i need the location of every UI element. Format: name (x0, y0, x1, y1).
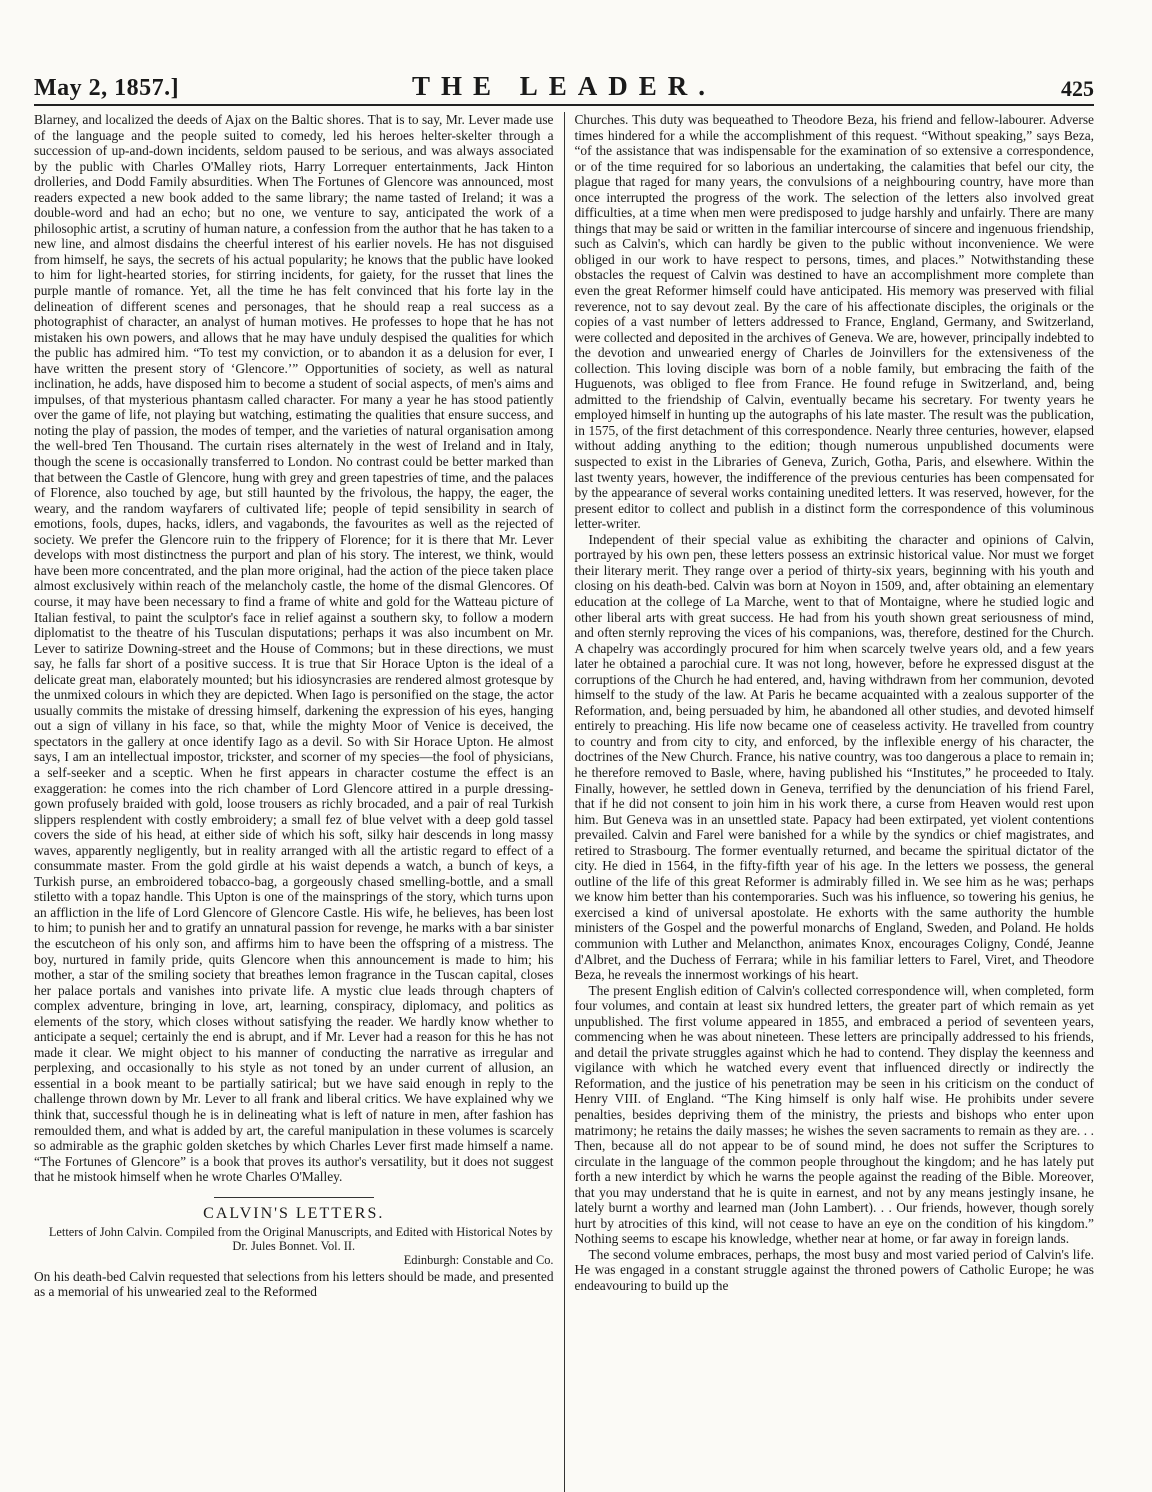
article-paragraph: Churches. This duty was bequeathed to Theodore Beza, his friend and fellow-labourer. Adverse times hindered for a while the accomplishment of this request. “Without speaking,” says Beza, “of the assistance that was indispensable for the examination of so extensive a correspondence, or of the time required for so laborious an undertaking, the calamities that befel our city, the plague that raged for many years, the convulsions of a neighbouring country, have more than once interrupted the progress of the work. The selection of the letters also involved great difficulties, at a time when men were predisposed to judge harshly and unfairly. There are many things that may be said or written in the familiar intercourse of sincere and ingenuous friendship, such as Calvin's, which can hardly be given to the public without inconvenience. We were obliged in our work to have respect to persons, times, and places.” Notwithstanding these obstacles the request of Calvin was destined to have an accomplishment more complete than even the great Reformer himself could have anticipated. His memory was preserved with filial reverence, not to say devout zeal. By the care of his affectionate disciples, the originals or the copies of a vast number of letters addressed to France, England, Germany, and Switzerland, were collected and deposited in the archives of Geneva. We are, however, principally indebted to the devotion and unwearied energy of Charles de Joinvillers for the extensiveness of the collection. This loving disciple was born of a noble family, but embracing the faith of the Huguenots, was obliged to flee from France. He found refuge in Switzerland, and, being admitted to the friendship of Calvin, eventually became his secretary. For twenty years he employed himself in hunting up the autographs of his late master. The result was the publication, in 1575, of the first detachment of this correspondence. Nearly three centuries, however, elapsed without adding anything to the edition; though numerous unpublished documents were suspected to exist in the Libraries of Geneva, Zurich, Gotha, Paris, and elsewhere. Within the last twenty years, however, the indifference of the previous centuries has been compensated for by the appearance of several works containing unedited letters. It was reserved, however, for the present editor to collect and publish in a distinct form the correspondence of this voluminous letter-writer. (574, 112, 1094, 532)
section-divider (214, 1197, 374, 1198)
calvin-review-opening: On his death-bed Calvin requested that selections from his letters should be made, and presented as a memorial of his unwearied zeal to the Reformed (34, 1268, 554, 1300)
bibliography-entry: Letters of John Calvin. Compiled from the Original Manuscripts, and Edited with Historical Notes by Dr. Jules Bonnet. Vol. II. (48, 1225, 553, 1254)
article-paragraph: The present English edition of Calvin's collected correspondence will, when completed, form four volumes, and contain at least six hundred letters, the greater part of which remain as yet unpublished. The first volume appeared in 1855, and embraced a period of seventeen years, commencing when he was about nineteen. These letters are principally addressed to his friends, and detail the private struggles against which he had to contend. They display the keenness and vigilance with which he watched every event that influenced directly or indirectly the Reformation, and the justice of his penetration may be seen in his criticism on the conduct of Henry VIII. of England. “The King himself is only half wise. He prohibits under severe penalties, besides depriving them of the ministry, the priests and bishops who enter upon matrimony; he retains the daily masses; he wishes the seven sacraments to remain as they are. . . Then, because all do not appear to be of sound mind, he does not suffer the Scriptures to circulate in the language of the common people throughout the kingdom; and he has lately put forth a new interdict by which he warns the people against the reading of the Bible. Moreover, that you may understand that he is quite in earnest, and not by any means jestingly insane, he lately burnt a worthy and learned man (John Lambert). . . Our friends, however, though sorely hurt by atrocities of this kind, will not cease to have an eye on the condition of his kingdom.” Nothing seems to escape his knowledge, whether near at home, or far away in foreign lands. (574, 982, 1094, 1247)
page-number: 425 (1061, 76, 1094, 101)
section-title: CALVIN'S LETTERS. (203, 1204, 385, 1222)
article-paragraph: Independent of their special value as exhibiting the character and opinions of Calvin, portrayed by his own pen, these letters possess an extrinsic historical value. Nor must we forget their literary merit. They range over a period of thirty-six years, beginning with his youth and closing on his death-bed. Calvin was born at Noyon in 1509, and, after obtaining an elementary education at the college of La Marche, went to that of Montaigne, where he studied logic and other liberal arts with great success. He had from his youth shown great seriousness of mind, and often sternly reproving the vices of his companions, was, therefore, destined for the Church. A chapelry was accordingly procured for him when scarcely twelve years old, and a few years later he obtained a parochial cure. It was not long, however, before he expressed disgust at the corruptions of the Church he had entered, and, having withdrawn from her communion, devoted himself to the study of the law. At Paris he became acquainted with a zealous supporter of the Reformation, and, being persuaded by him, he abandoned all other studies, and devoted himself entirely to preaching. His life now became one of ceaseless activity. He travelled from country to country and from city to city, and enforced, by the inflexible energy of his character, the doctrines of the New Church. France, his native country, was too dangerous a place to remain in; he therefore removed to Basle, where, having published his “Institutes,” he proceeded to Italy. Finally, however, he settled down in Geneva, terrified by the denunciation of his friend Farel, that if he did not consent to join him in his work there, a curse from Heaven would rest upon him. But Geneva was in an unsettled state. Papacy had been extirpated, yet violent contentions prevailed. Calvin and Farel were banished for a while by the syndics or chief magistrates, and retired to Strasbourg. The former eventually returned, and became the spiritual dictator of the city. He died in 1564, in the fifty-fifth year of his age. In the letters we possess, the general outline of the life of this great Reformer is admirably filled in. We see him as he was; perhaps we know him better than his contemporaries. Such was his influence, so towering his genius, he exercised a kind of universal apostolate. He exhorts with the same authority the humble ministers of the Gospel and the powerful monarchs of England, Sweden, and Poland. He holds communion with Luther and Melancthon, animates Knox, encourages Coligny, Condé, Jeanne d'Albret, and the Duchess of Ferrara; while in his familiar letters to Farel, Viret, and Theodore Beza, he reveals the innermost workings of his heart. (574, 531, 1094, 983)
left-column (34, 112, 564, 1492)
page-header (34, 56, 1094, 106)
issue-date: May 2, 1857.] (34, 75, 180, 101)
glencore-review-text: Blarney, and localized the deeds of Ajax on the Baltic shores. That is to say, Mr. Lever made use of the language and the people suited to comedy, led his heroes helter-skelter through a succession of up-and-down incidents, seldom paused to be serious, and was always associated by the public with Charles O'Malley riots, Harry Lorrequer entertainments, Jack Hinton drolleries, and Dodd Family absurdities. When The Fortunes of Glencore was announced, most readers expected a new book added to the same library; the name tasted of Ireland; it was a double-word and had an echo; but no one, we venture to say, anticipated the work of a philosophic artist, a scrutiny of human nature, a confession from the author that he has taken to a new line, and almost disdains the cheerful interest of his earlier novels. He has not disguised from himself, he says, the secrets of his actual popularity; he knows that the public have looked to him for light-hearted stories, for stirring incidents, for gaiety, for the russet that lines the purple mantle of romance. Yet, all the time he has felt convinced that his forte lay in the delineation of different scenes and personages, that he should reap a real success as a photographist of character, an analyst of human motives. He professes to hope that he has not mistaken his own powers, and allows that he may have unduly despised the qualities for which the public has admired him. “To test my conviction, or to abandon it as a delusion for ever, I have written the present story of ‘Glencore.’” Opportunities of society, as well as natural inclination, he adds, have disposed him to become a student of social aspects, of men's aims and impulses, of that mysterious phantasm called character. For many a year he has stood patiently over the game of life, not playing but watching, estimating the qualities that ensure success, and noting the play of passion, the modes of temper, and the varieties of natural organisation among the well-bred Ten Thousand. The curtain rises alternately in the west of Ireland and in Italy, though the scene is occasionally transferred to London. No contrast could be better marked than that between the Castle of Glencore, hung with grey and green tapestries of time, and the palaces of Florence, also touched by age, but still haunted by the frivolous, the happy, the eager, the weary, and the random wayfarers of cultivated life; people of tepid sensibility in search of emotions, fools, dupes, hacks, idlers, and vagabonds, the favourites as well as the rejected of society. We prefer the Glencore ruin to the frippery of Florence; for it is there that Mr. Lever develops with most distinctness the purport and plan of his story. The interest, we think, would have been more concentrated, and the plan more original, had the action of the piece taken place almost exclusively within reach of the melancholy castle, the home of the dismal Glencores. Of course, it may have been necessary to find a frame of white and gold for the Watteau picture of Italian festival, to paint the sculptor's face in relief against a southern sky, to follow a modern diplomatist to the theatre of his Tusculan disputations; perhaps it was also incumbent on Mr. Lever to satirize Downing-street and the House of Commons; but in these directions, we must say, he falls far short of a positive success. It is true that Sir Horace Upton is the ideal of a delicate great man, elaborately mounted; but his idiosyncrasies are rendered almost grotesque by the unmixed colours in which they are depicted. When Iago is personified on the stage, the actor usually commits the mistake of dressing himself, darkening the expression of his eyes, hanging out a sign of villany in his face, so that, while the mighty Moor of Venice is deceived, the spectators in the gallery at once identify Iago as a devil. So with Sir Horace Upton. He almost says, I am an intellectual impostor, trickster, and scorner of my species—the fool of physicians, a self-seeker and a sceptic. When he first appears in character costume the effect is an exaggeration: he comes into the rich chamber of Lord Glencore attired in a purple dressing-gown profusely braided with gold, loose trousers as richly brocaded, and a pair of real Turkish slippers resplendent with costly embroidery; a small fez of blue velvet with a deep gold tassel covers the side of his head, at either side of which his soft, silky hair descends in long massy waves, apparently negligently, but in reality arranged with all the artistic regard to effect of a consummate master. From the gold girdle at his waist depends a watch, a bunch of keys, a Turkish purse, an embroidered tobacco-bag, a gorgeously chased smelling-bottle, and a small stiletto with a topaz handle. This Upton is one of the mainsprings of the story, which turns upon an affliction in the life of Lord Glencore of Glencore Castle. His wife, he believes, has been lost to him; to punish her and to gratify an unnatural passion for revenge, he marks with a bar sinister the escutcheon of his only son, and affirms him to have been the offspring of a mistress. The boy, nurtured in family pride, quits Glencore when this announcement is made to him; his mother, a star of the smiling society that breathes lemon fragrance in the Tuscan capital, closes her palace portals and vanishes into private life. A mystic clue leads through chapters of complex adventure, bringing in love, art, learning, conspiracy, diplomacy, and politics as elements of the story, which closes without satisfying the reader. We hardly know whether to anticipate a sequel; certainly the end is abrupt, and if Mr. Lever had a reason for this he has not made it clear. We might object to his manner of conducting the narrative as irregular and perplexing, and occasionally to his style as not toned by an under current of allusion, an essential in a book meant to be partially satirical; but we have said enough in reply to the challenge thrown down by Mr. Lever to all frank and liberal critics. We have explained why we think that, successful though he is in delineating what is left of nature in men, after fashion has remoulded them, and what is added by art, the careful manipulation in these volumes is scarcely so admirable as the graphic golden sketches by which Charles Lever first made himself a name. “The Fortunes of Glencore” is a book that proves its author's versatility, but it does not suggest that he mistook himself when he wrote Charles O'Malley. (34, 112, 554, 1185)
masthead-title: THE LEADER. (411, 71, 717, 101)
article-paragraph: The second volume embraces, perhaps, the most busy and most varied period of Calvin's life. He was engaged in a constant struggle against the throned powers of Catholic Europe; he was endeavouring to build up the (574, 1246, 1094, 1294)
publisher-line: Edinburgh: Constable and Co. (403, 1253, 554, 1268)
right-column (564, 112, 1094, 1492)
columns (34, 112, 1094, 1492)
